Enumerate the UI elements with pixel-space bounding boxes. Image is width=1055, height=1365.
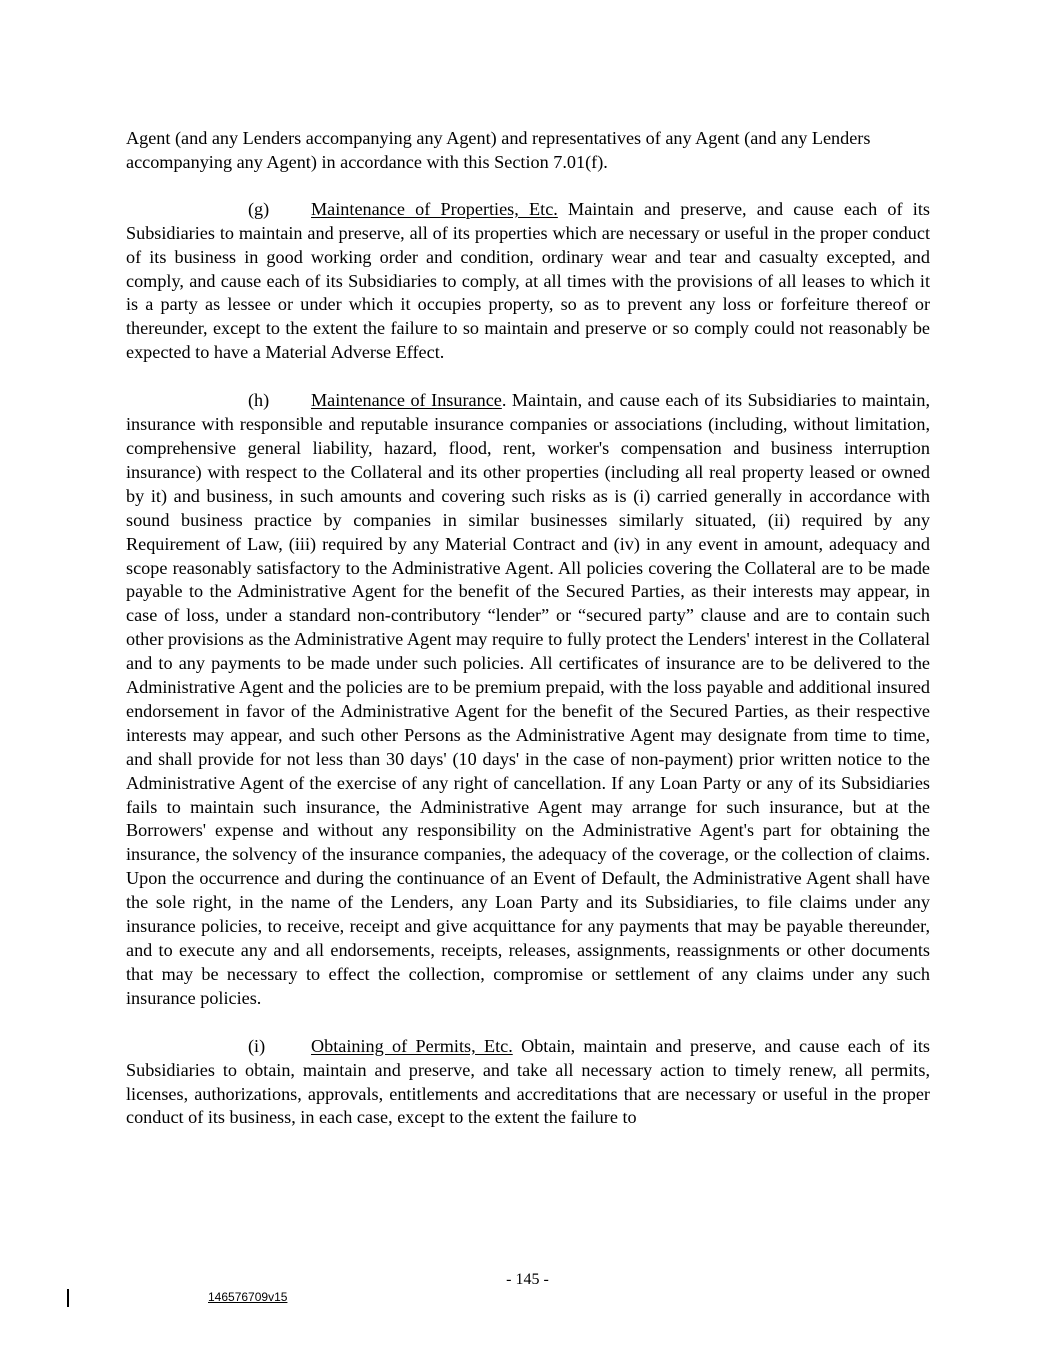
section-h-body: . Maintain, and cause each of its Subsidiaries to maintain, insurance with responsible and reputable insurance companies or associations (including, without limitation, comprehensive general liability, hazard, flood, rent, worker's compensation and business interruption insurance) with respect to the Collateral and its other properties (including all real property leased or owned by it) and business, in such amounts and covering such risks as is (i) carried generally in accordance with sound business practice by companies in similar businesses similarly situated, (ii) required by any Requirement of Law, (iii) required by any Material Contract and (iv) in any event in amount, adequacy and scope reasonably satisfactory to the Administrative Agent. All policies covering the Collateral are to be made payable to the Administrative Agent for the benefit of the Secured Parties, as their interests may appear, in case of loss, under a standard non-contributory “lender” or “secured party” clause and are to contain such other provisions as the Administrative Agent may require to fully protect the Lenders' interest in the Collateral and to any payments to be made under such policies. All certificates of insurance are to be delivered to the Administrative Agent and the policies are to be premium prepaid, with the loss payable and additional insured endorsement in favor of the Administrative Agent for the benefit of the Secured Parties, as their respective interests may appear, and such other Persons as the Administrative Agent may designate from time to time, and shall provide for not less than 30 days' (10 days' in the case of non-payment) prior written notice to the Administrative Agent of the exercise of any right of cancellation. If any Loan Party or any of its Subsidiaries fails to maintain such insurance, the Administrative Agent may arrange for such insurance, but at the Borrowers' expense and without any responsibility on the Administrative Agent's part for obtaining the insurance, the solvency of the insurance companies, the adequacy of the coverage, or the collection of claims. Upon the occurrence and during the continuance of an Event of Default, the Administrative Agent shall have the sole right, in the name of the Lenders, any Loan Party and its Subsidiaries, to file claims under any insurance policies, to receive, receipt and give acquittance for any payments that may be payable thereunder, and to execute any and all endorsements, receipts, releases, assignments, reassignments or other documents that may be necessary to effect the collection, compromise or settlement of any claims under any such insurance policies. [126, 390, 930, 1008]
section-i-body: Obtain, maintain and preserve, and cause each of its Subsidiaries to obtain, maintain and preserve, and take all necessary action to timely renew, all permits, licenses, authorizations, approvals, entitlements and accreditations that are necessary or useful in the proper conduct of its business, in each case, except to the extent the failure to [126, 1035, 930, 1128]
document-id: 146576709v15 [208, 1290, 288, 1304]
continuation-text: Agent (and any Lenders accompanying any Agent) and representatives of any Agent (and any Lenders accompanying any Agent) in accordance with this Section 7.01(f). [126, 128, 871, 172]
revision-bar [67, 1289, 69, 1307]
section-g-body: Maintain and preserve, and cause each of its Subsidiaries to maintain and preserve, all of its properties which are necessary or useful in the proper conduct of its business in good working order and condition, ordinary wear and tear and casualty excepted, and comply, and cause each of its Subsidiaries to comply, at all times with the provisions of all leases to which it is a party as lessee or under which it occupies property, so as to prevent any loss or forfeiture thereof or thereunder, except to the extent the failure to so maintain and preserve or so comply could not reasonably be expected to have a Material Adverse Effect. [126, 198, 930, 363]
section-i-heading: Obtaining of Permits, Etc. [311, 1035, 513, 1056]
section-i-marker: (i) [248, 1035, 266, 1056]
section-g-paragraph [126, 198, 930, 365]
document-body [126, 127, 930, 1154]
section-h-marker: (h) [248, 390, 270, 411]
section-h-heading: Maintenance of Insurance [311, 390, 502, 411]
continuation-paragraph [126, 127, 930, 175]
section-i-paragraph [126, 1035, 930, 1131]
section-g-heading: Maintenance of Properties, Etc. [311, 198, 558, 219]
section-h-paragraph [126, 389, 930, 1011]
page-number: - 145 - [506, 1271, 549, 1288]
section-g-marker: (g) [248, 198, 270, 219]
